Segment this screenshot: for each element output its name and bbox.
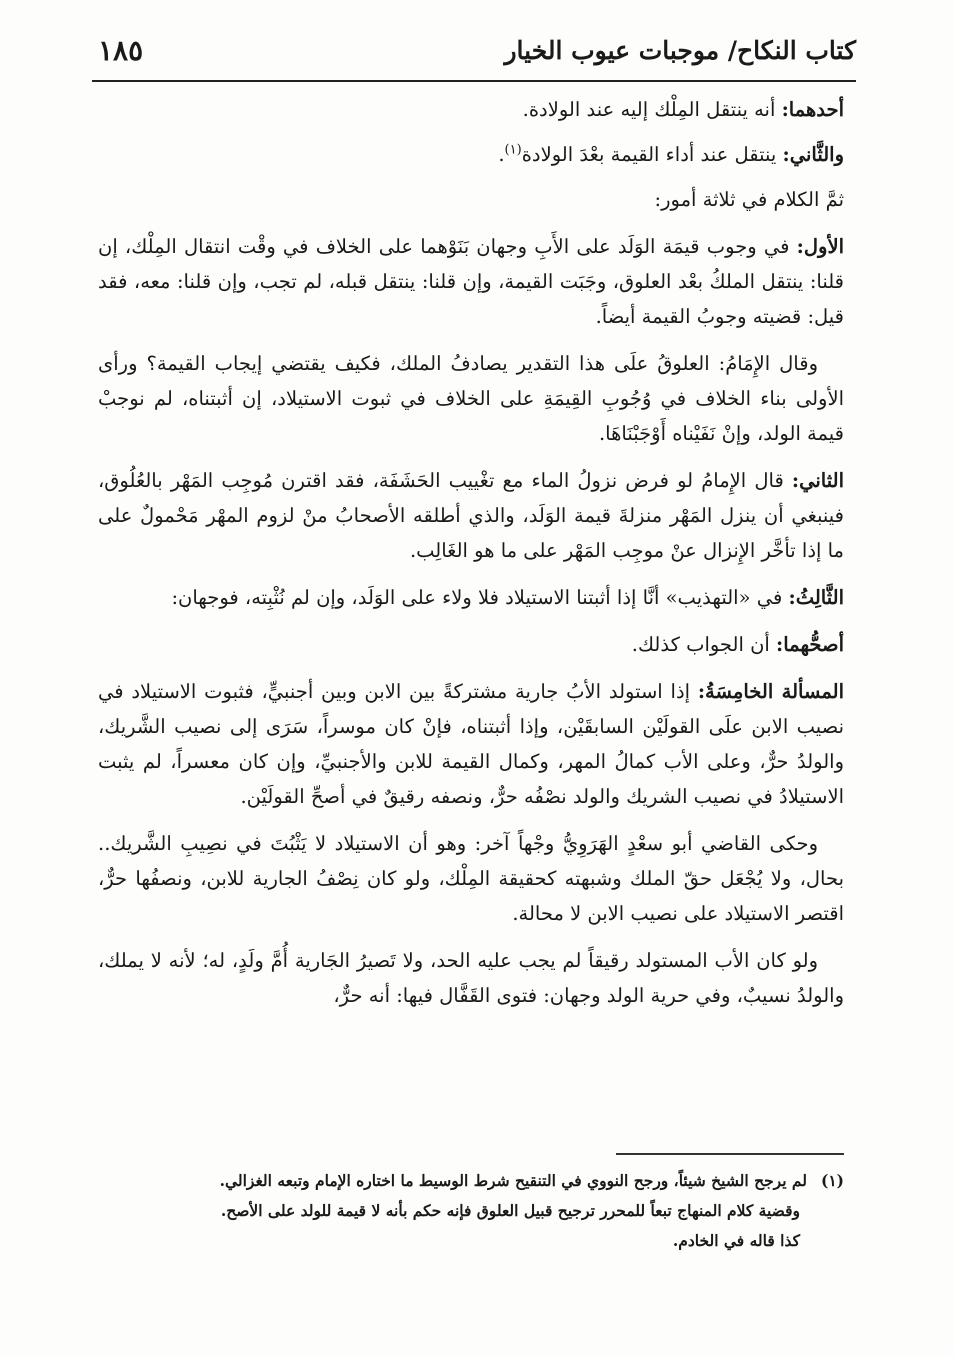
footnote-divider xyxy=(616,1153,844,1155)
paragraph-text: وقال الإِمَامُ: العلوقُ علَى هذا التقدير يصادفُ الملك، فكيف يقتضي إيجاب القيمة؟ ورأى الأولى بناء الخلاف في وُجُوبِ القِيمَةِ على الخلاف في ثبوت الاستيلاد، إن أثبتناه، لم نوجبْ قيمة الولد، وإنْ نَفَيْناه أَوْجَبْنَاهَا. xyxy=(98,352,844,445)
footnotes xyxy=(110,1166,844,1256)
paragraph-text: وحكى القاضي أبو سعْدٍ الهَرَوِيُّ وجْهاً آخر: وهو أن الاستيلاد لا يَثْبُتَ في نصِيبِ الشَّريك.. بحال، ولا يُجْعَل حقّ الملك وشبهته كحقيقة المِلْك، ولو كان نِصْفُ الجارية للابن، ونصفُها حرٌّ، اقتصر الاستيلاد على نصيب الابن لا محالة. xyxy=(98,832,844,925)
footnote-text: كذا قاله في الخادم. xyxy=(672,1231,800,1250)
paragraph-qadi-report xyxy=(98,826,844,931)
paragraph-text: قال الإِمامُ لو فرض نزولُ الماء مع تغْييب الحَشَفَة، فقد اقترن مُوجِب المَهْر بالعُلُوق، فينبغي أن ينزل المَهْر منزلةَ قيمة الوَلَد، والذي أطلقه الأصحابُ منْ لزوم المهْر مَحْمولٌ على ما إذا تأخَّر الإِنزال عنْ موجِب المَهْر على ما هو الغَالِب. xyxy=(98,469,844,562)
paragraph-lead: أحدهما: xyxy=(781,98,844,121)
footnote-line xyxy=(110,1166,844,1196)
paragraph-lead: أصحُّهما: xyxy=(776,633,844,656)
footnote-text: لم يرجح الشيخ شيئاً، ورجح النووي في التنقيح شرط الوسيط ما اختاره الإمام وتبعه الغزالي. xyxy=(219,1171,807,1190)
page-number: ١٨٥ xyxy=(98,34,144,67)
paragraph-first-view xyxy=(98,92,844,127)
paragraph-text: في وجوب قيمَة الوَلَد على الأَبِ وجهان بَنَوْهما على الخلاف في وقْت انتقال المِلْك، إن قلنا: ينتقل الملكُ بعْد العلوق، وجَبَت القيمة، وإن قلنا: ينتقل قبله، لم تجب، وإن قلنا: معه، فقد قيل: قضيته وجوبُ القيمة أيضاً. xyxy=(98,235,844,328)
footnote-mark: (١) xyxy=(820,1171,844,1190)
paragraph-second-view xyxy=(98,137,844,172)
paragraph-lead: الثاني: xyxy=(791,469,844,492)
paragraph-first-matter xyxy=(98,229,844,334)
paragraph-second-matter xyxy=(98,463,844,568)
paragraph-text: في «التهذيب» أنَّا إذا أثبتنا الاستيلاد فلا ولاء على الوَلَد، وإن لم نُثْبِته، فوجهان: xyxy=(171,586,789,609)
paragraph-lead: المسألة الخامِسَةُ: xyxy=(697,680,845,703)
paragraph-text: ثمَّ الكلام في ثلاثة أمور: xyxy=(654,188,844,211)
paragraph-text: ينتقل عند أداء القيمة بعْدَ الولادة xyxy=(521,143,783,166)
page-header xyxy=(92,30,856,82)
paragraph-lead: والثَّاني: xyxy=(782,143,844,166)
paragraph-text: إذا استولد الأبُ جارية مشتركةً بين الابن وبين أجنبيٍّ، فثبوت الاستيلاد في نصيب الابن علَى القولَيْن السابقَيْن، وإذا أثبتناه، فإنْ كان موسراً، سَرَى إلى نصيب الشَّريك، والولدُ حرٌّ، وعلى الأب كمالُ المهر، وكمال القيمة للابن والأجنبيِّ، وإن كان معسراً، لم يثبت الاستيلادُ في نصيب الشريك والولد نصْفُه حرٌّ، ونصفه رقيقٌ في أصحِّ القولَيْن. xyxy=(98,680,844,808)
paragraph-imam-view xyxy=(98,346,844,451)
paragraph-text: ولو كان الأب المستولد رقيقاً لم يجب عليه الحد، ولا تَصيرُ الجَارية أُمَّ ولَدٍ، له؛ لأنه لا يملك، والولدُ نسيبٌ، وفي حرية الولد وجهان: فتوى القَفَّال فيها: أنه حرٌّ، xyxy=(98,949,844,1007)
running-title: كتاب النكاح/ موجبات عيوب الخيار xyxy=(504,36,856,65)
footnote-line xyxy=(110,1226,844,1256)
paragraph-lead: الثَّالِثُ: xyxy=(788,586,844,609)
paragraph-slave-father xyxy=(98,943,844,1013)
footnote-text: وقضية كلام المنهاج تبعاً للمحرر ترجيح قبيل العلوق فإنه حكم بأنه لا قيمة للولد على الأصح. xyxy=(220,1201,800,1220)
main-text xyxy=(98,92,844,1013)
paragraph-lead: الأول: xyxy=(796,235,844,258)
paragraph-third-matter xyxy=(98,580,844,615)
paragraph-sounder-view xyxy=(98,627,844,662)
paragraph-text: أن الجواب كذلك. xyxy=(631,633,777,656)
paragraph-three-matters xyxy=(98,182,844,217)
paragraph-text: أنه ينتقل المِلْك إليه عند الولادة. xyxy=(522,98,782,121)
paragraph-fifth-issue xyxy=(98,674,844,814)
footnote-reference: (١) xyxy=(504,142,522,158)
footnote-line xyxy=(110,1196,844,1226)
paragraph-tail: . xyxy=(498,143,505,166)
